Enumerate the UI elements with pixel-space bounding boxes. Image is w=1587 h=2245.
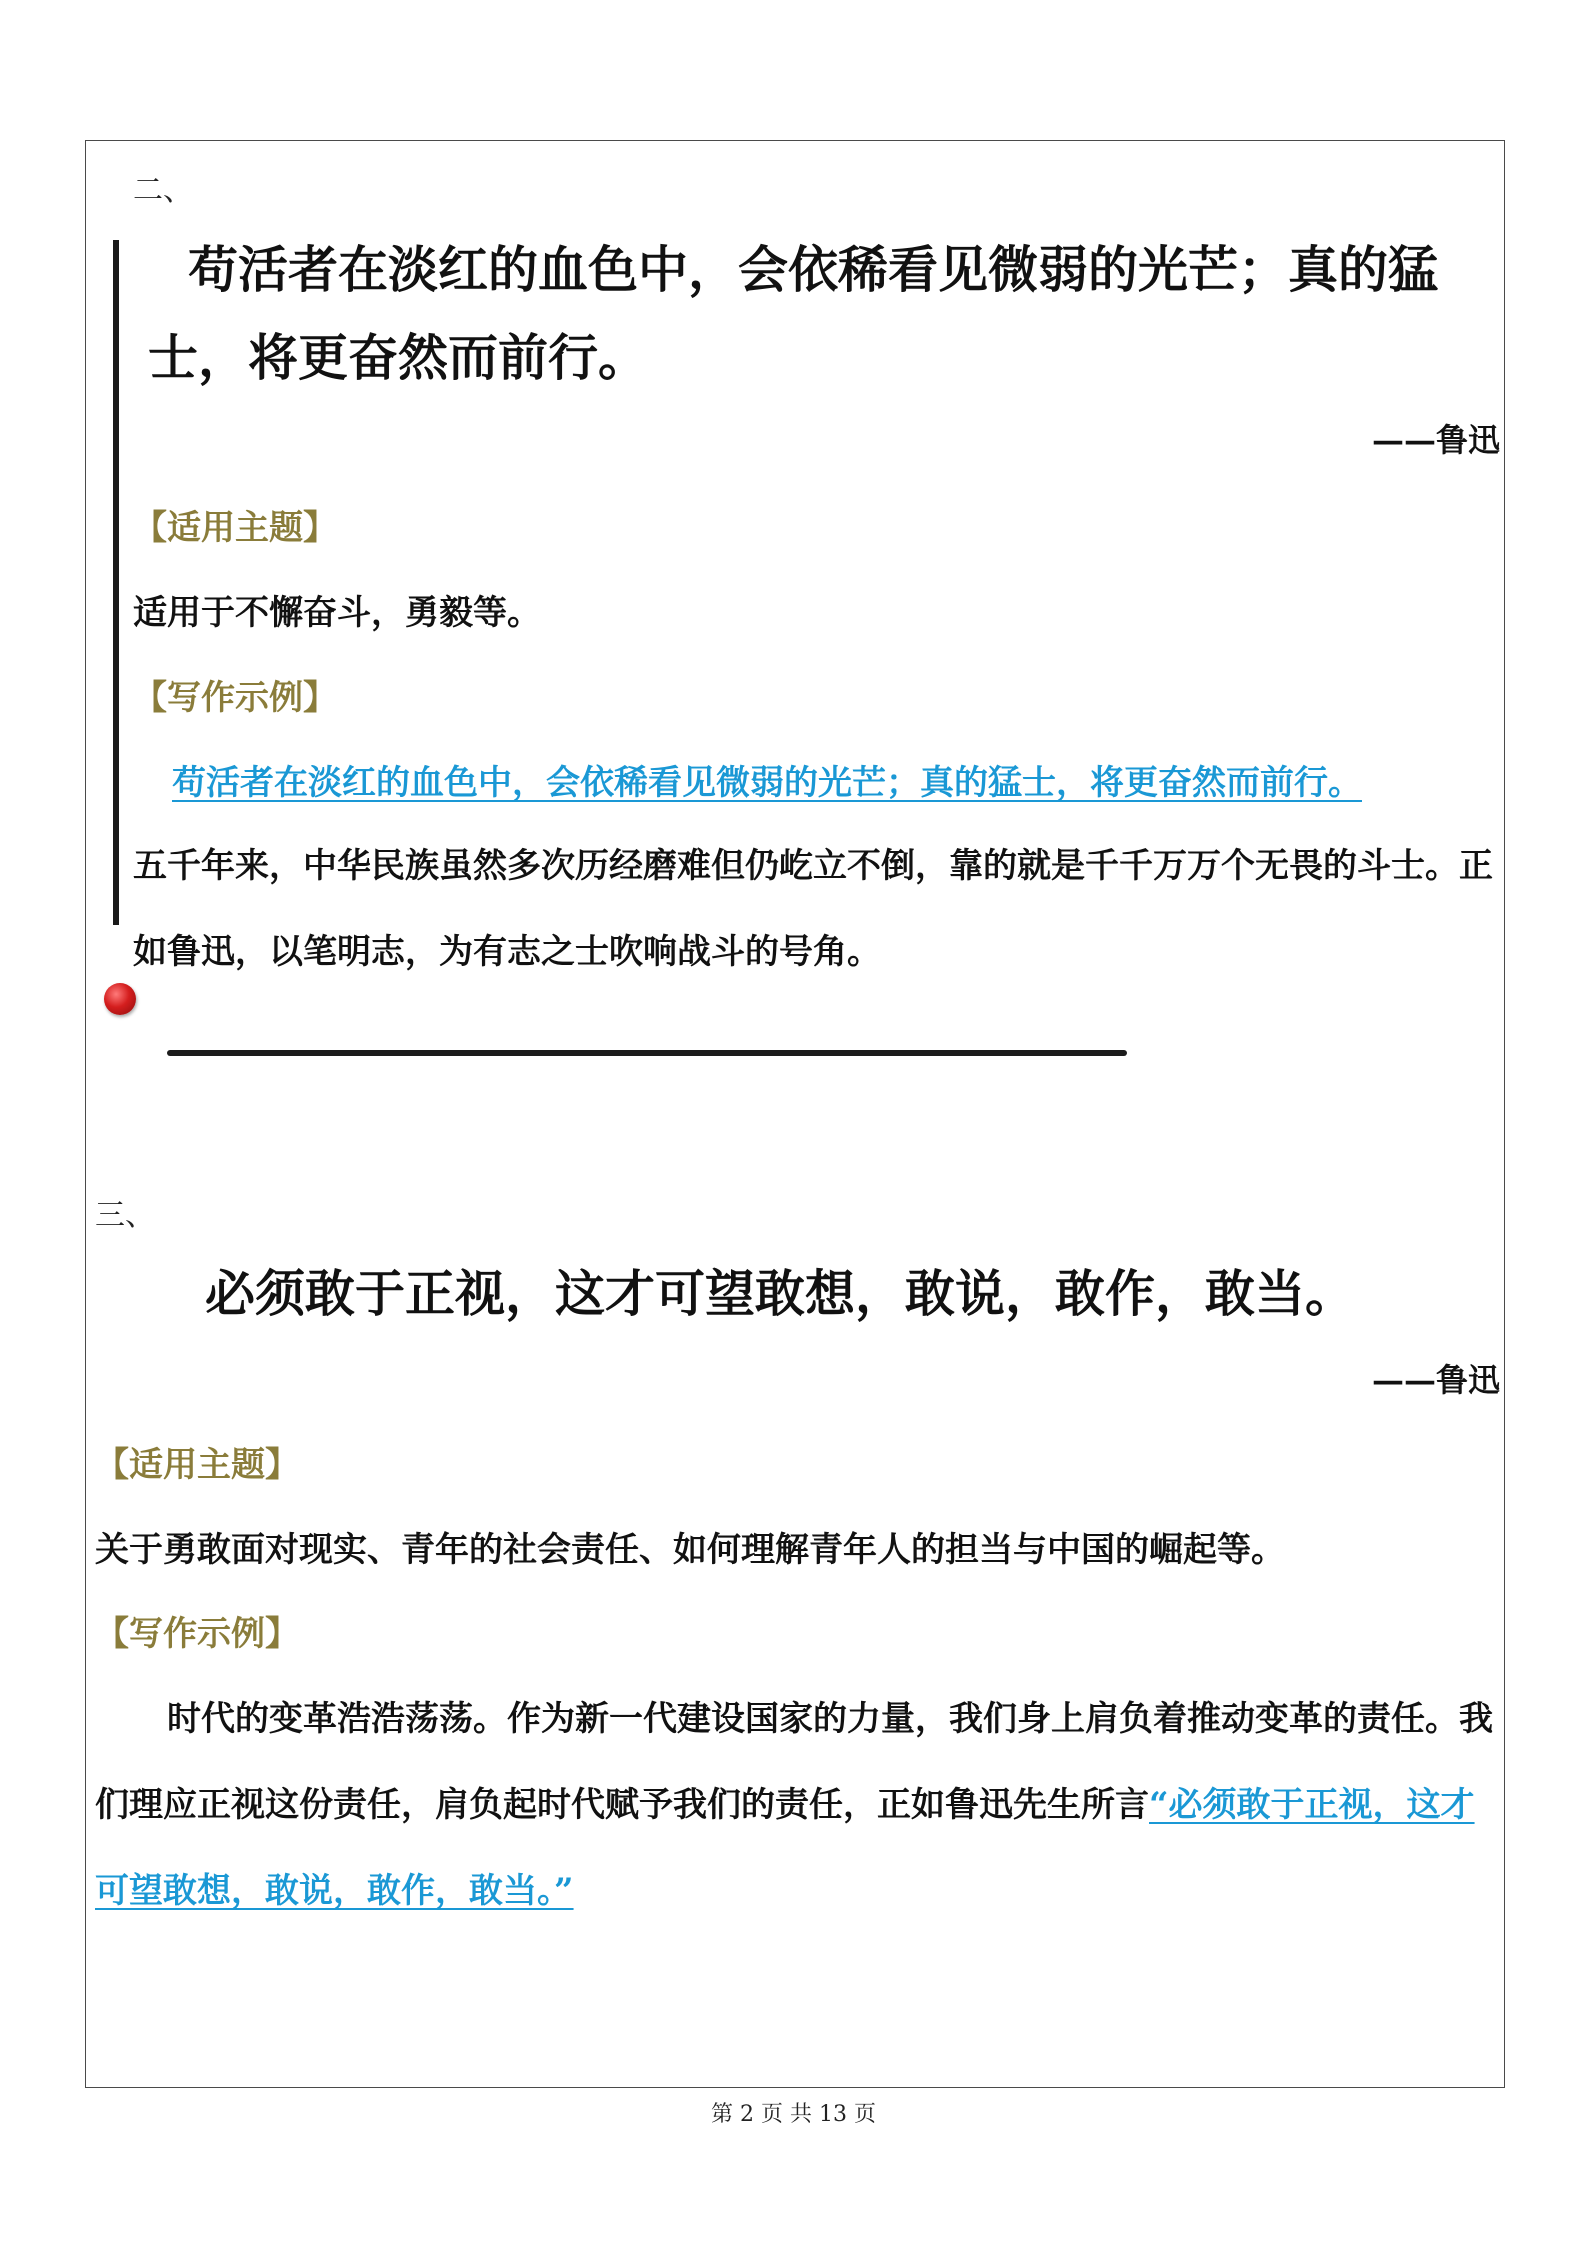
- section-2-theme-label: 【适用主题】: [133, 508, 337, 548]
- section-divider: [167, 1050, 1127, 1056]
- section-3-example-text: 时代的变革浩浩荡荡。作为新一代建设国家的力量，我们身上肩负着推动变革的责任。我们理应正视这份责任，肩负起时代赋予我们的责任，正如鲁迅先生所言: [95, 1699, 1493, 1825]
- section-3-theme-label: 【适用主题】: [95, 1445, 299, 1485]
- section-2-example-quote[interactable]: 苟活者在淡红的血色中，会依稀看见微弱的光芒；真的猛士，将更奋然而前行。: [172, 763, 1362, 803]
- section-2-number: 二、: [133, 173, 193, 208]
- section-2-quote: 苟活者在淡红的血色中，会依稀看见微弱的光芒；真的猛士，将更奋然而前行。: [148, 240, 1438, 387]
- section-3-example: [95, 1676, 1500, 1934]
- page-footer: 第 2 页 共 13 页: [711, 2102, 876, 2127]
- section-2-example-text: 五千年来，中华民族虽然多次历经磨难但仍屹立不倒，靠的就是千千万万个无畏的斗士。正如鲁迅，以笔明志，为有志之士吹响战斗的号角。: [133, 846, 1493, 972]
- section-2-example-label: 【写作示例】: [133, 678, 337, 718]
- section-3-number: 三、: [95, 1198, 155, 1233]
- red-bullet-icon: [104, 983, 136, 1015]
- section-3-example-label: 【写作示例】: [95, 1614, 299, 1654]
- section-2-left-bar: [113, 240, 119, 925]
- section-3-theme-text: 关于勇敢面对现实、青年的社会责任、如何理解青年人的担当与中国的崛起等。: [95, 1530, 1285, 1570]
- section-3-example-quote[interactable]: “必须敢于正视，这才可望敢想，敢说，敢作，敢当。”: [95, 1785, 1475, 1911]
- section-2-theme-text: 适用于不懈奋斗，勇毅等。: [133, 593, 541, 633]
- section-3-author: ——鲁迅: [1371, 1361, 1500, 1399]
- section-3-quote: 必须敢于正视，这才可望敢想，敢说，敢作，敢当。: [205, 1264, 1355, 1323]
- section-2-author: ——鲁迅: [1371, 421, 1500, 459]
